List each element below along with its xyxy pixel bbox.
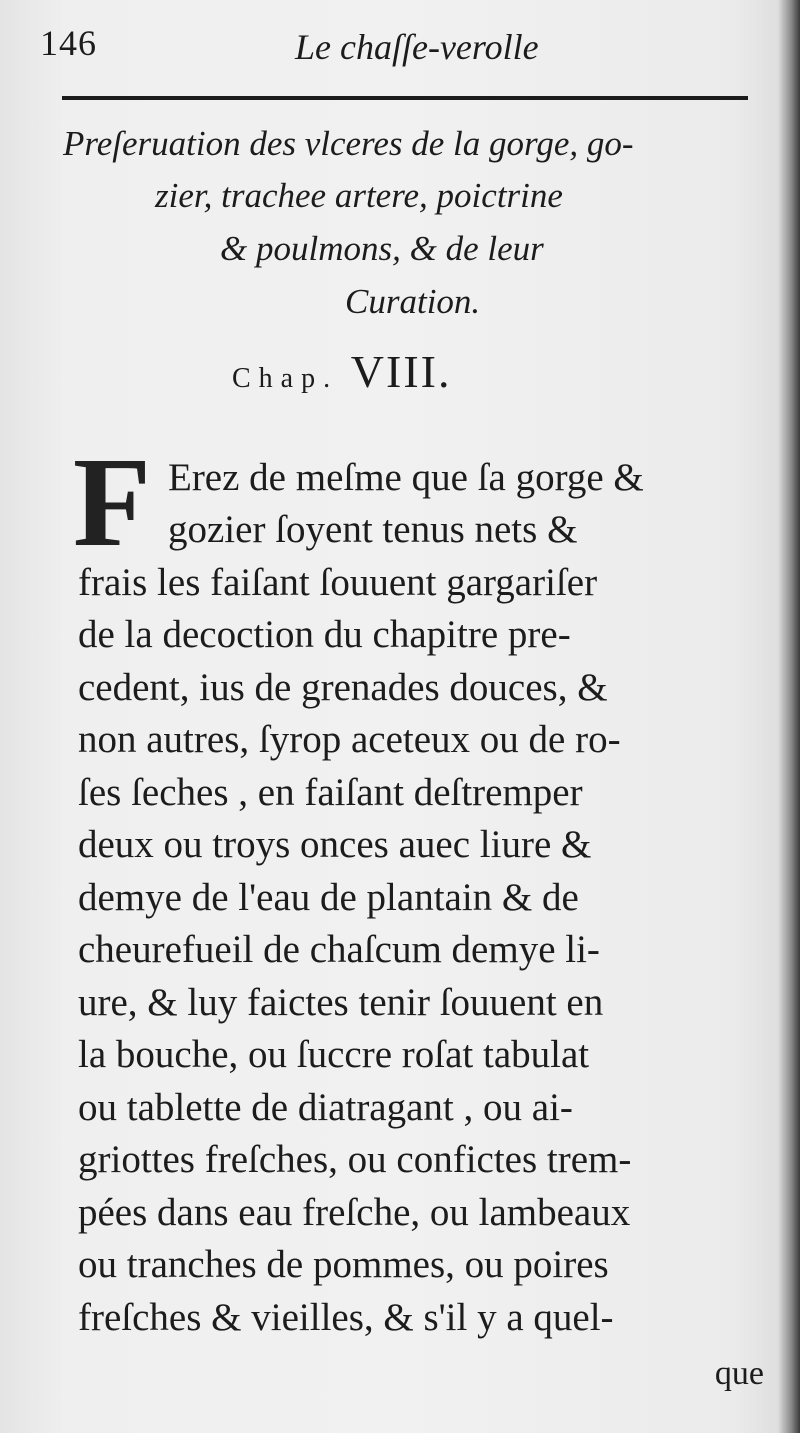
text-line: griottes freſches, ou confictes trem- (78, 1138, 632, 1181)
text-line: cedent, ius de grenades douces, & (78, 666, 608, 709)
text-line: frais les faiſant ſouuent gargariſer (78, 561, 598, 604)
text-line: freſches & vieilles, & s'il y a quel- (78, 1296, 614, 1339)
text-line: la bouche, ou ſuccre roſat tabulat (78, 1033, 590, 1076)
text-line: cheurefueil de chaſcum demye li- (78, 928, 600, 971)
catchword: que (714, 1355, 764, 1392)
text-line: non autres, ſyrop aceteux ou de ro- (78, 718, 621, 761)
text-line: ou tablette de diatragant , ou ai- (78, 1086, 573, 1129)
chapter-title-line: Preſeruation des vlceres de la gorge, go- (63, 124, 634, 163)
text-line: gozier ſoyent tenus nets & (168, 508, 578, 551)
text-line: deux ou troys onces auec liure & (78, 823, 592, 866)
text-line: ure, & luy faictes tenir ſouuent en (78, 981, 604, 1024)
chapter-word: Chap. (232, 363, 339, 394)
text-line: Erez de meſme que ſa gorge & (168, 456, 644, 499)
page-number: 146 (40, 23, 97, 63)
chapter-title-line: Curation. (345, 282, 481, 321)
running-title: Le chaſſe-verolle (295, 27, 539, 67)
page-header (40, 22, 760, 72)
chapter-number: VIII. (350, 346, 452, 397)
header-rule (62, 96, 748, 100)
text-line: ſes ſeches , en faiſant deſtremper (78, 771, 583, 814)
chapter-title-line: & poulmons, & de leur (220, 229, 544, 268)
chapter-title-line: zier, trachee artere, poictrine (155, 176, 563, 215)
text-line: pées dans eau freſche, ou lambeaux (78, 1191, 631, 1234)
text-line: de la decoction du chapitre pre- (78, 613, 571, 656)
text-line: demye de l'eau de plantain & de (78, 876, 579, 919)
chapter-heading (232, 345, 451, 398)
drop-capital: F (72, 452, 152, 552)
page-binding-shadow (778, 0, 800, 1433)
text-line: ou tranches de pommes, ou poires (78, 1243, 609, 1286)
